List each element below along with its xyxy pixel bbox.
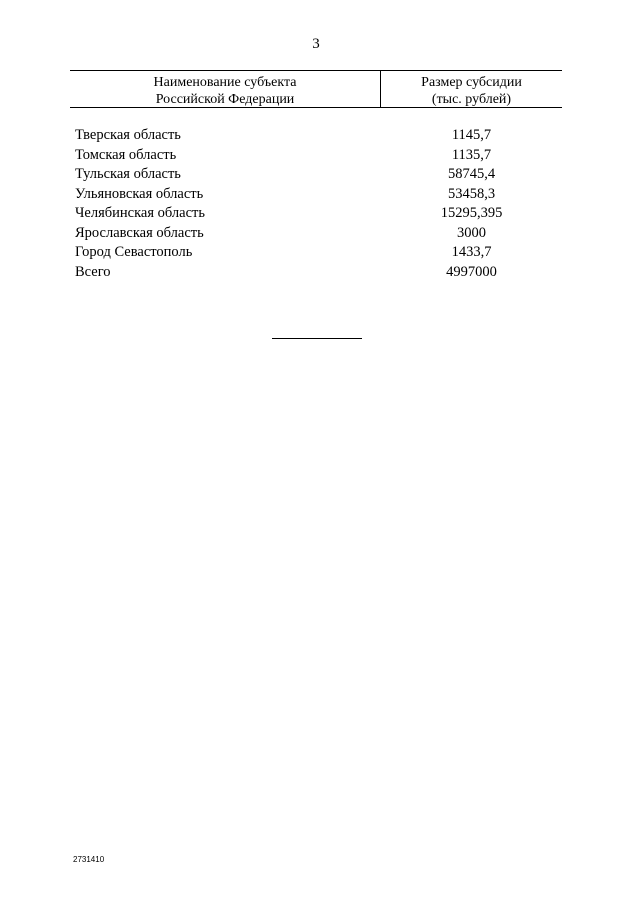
row-region-name: Город Севастополь: [75, 244, 193, 260]
row-subsidy-value: 1433,7: [451, 244, 492, 260]
header-value-line2: (тыс. рублей): [431, 92, 512, 107]
row-region-name: Ярославская область: [75, 224, 204, 241]
row-subsidy-value: 53458,3: [447, 185, 496, 202]
row-subsidy-value: 3000: [457, 224, 486, 241]
row-subsidy-value: 58745,4: [447, 166, 496, 182]
table-row: [75, 224, 555, 244]
row-region-name: Тверская область: [75, 127, 181, 143]
header-name-line1: Наименование субъекта: [153, 75, 297, 90]
row-region-name: Томская область: [75, 146, 177, 163]
header-value-line1: Размер субсидии: [421, 75, 522, 90]
page-number: 3: [312, 36, 320, 52]
header-value-column: [381, 74, 562, 108]
table-row: [75, 126, 555, 146]
table-header: [70, 70, 562, 108]
row-subsidy-value: 1135,7: [451, 146, 492, 163]
table-row: [75, 243, 555, 263]
header-name-column: [70, 74, 380, 108]
table-row-total: [75, 263, 555, 283]
table-row: [75, 185, 555, 205]
header-name-line2: Российской Федерации: [155, 92, 295, 107]
row-subsidy-value: 15295,395: [440, 205, 503, 221]
table-body: [75, 126, 555, 282]
table-row: [75, 146, 555, 166]
row-region-name: Тульская область: [75, 166, 181, 182]
table-row: [75, 204, 555, 224]
row-region-name: Ульяновская область: [75, 185, 204, 202]
row-total-value: 4997000: [446, 263, 497, 280]
row-total-label: Всего: [75, 263, 111, 280]
document-code: 2731410: [73, 855, 105, 864]
row-subsidy-value: 1145,7: [451, 127, 492, 143]
table-row: [75, 165, 555, 185]
row-region-name: Челябинская область: [75, 205, 205, 221]
end-of-table-rule: [272, 338, 362, 339]
